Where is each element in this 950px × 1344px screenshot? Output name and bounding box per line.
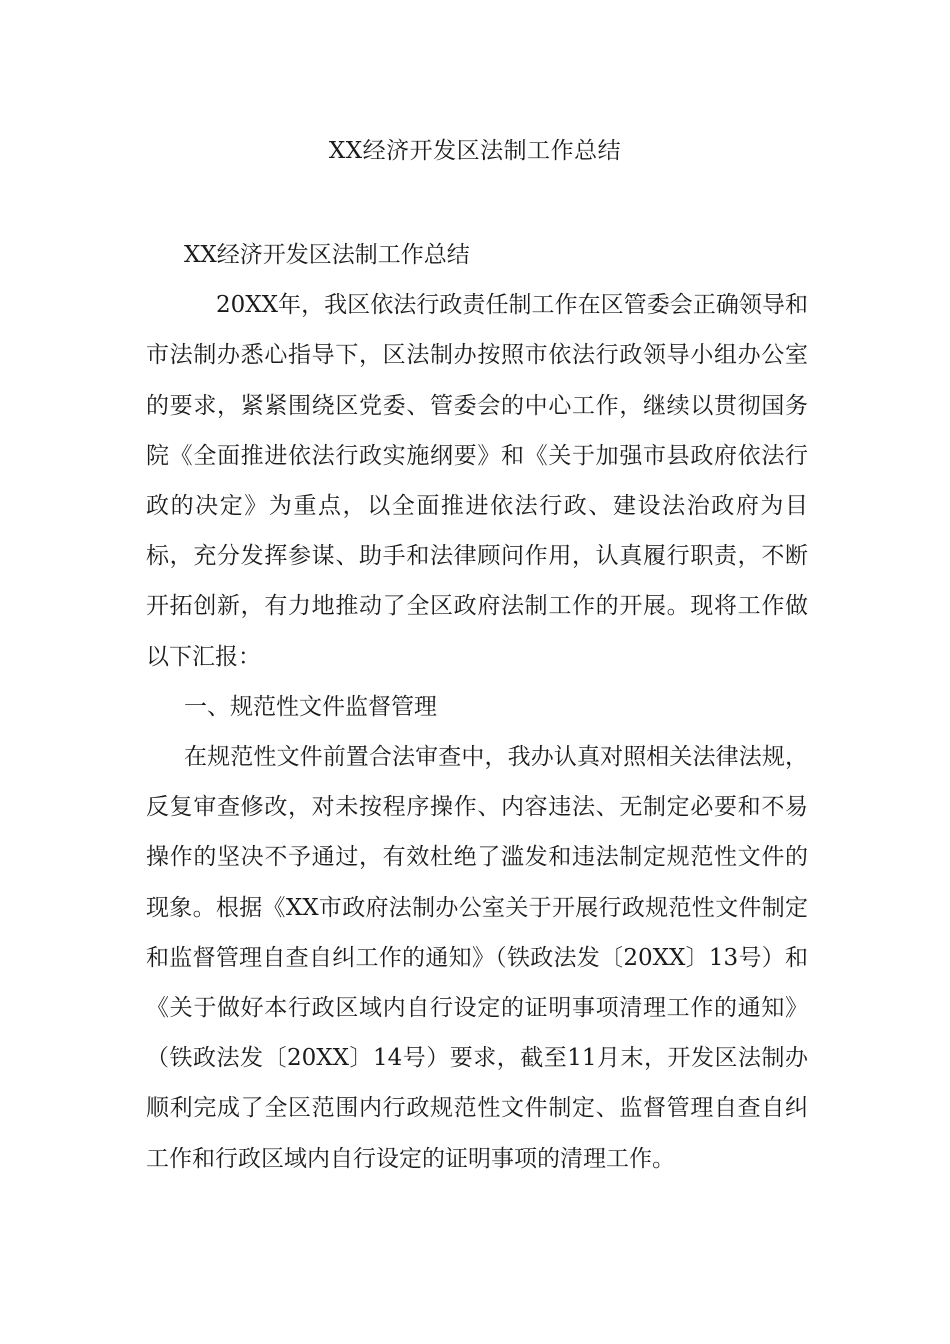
document-title: XX经济开发区法制工作总结 <box>328 138 622 164</box>
document-subtitle: XX经济开发区法制工作总结 <box>184 242 470 268</box>
section-paragraph: 在规范性文件前置合法审查中，我办认真对照相关法律法规，反复审查修改，对未按程序操作、内容违法、无制定必要和不易操作的坚决不予通过，有效杜绝了滥发和违法制定规范性文件的现象。根据《XX市政府法制办公室关于开展行政规范性文件制定和监督管理自查自纠工作的通知》（铁政法发〔20XX〕13号）和《关于做好本行政区域内自行设定的证明事项清理工作的通知》（铁政法发〔20XX〕14号）要求，截至11月末，开发区法制办顺利完成了全区范围内行政规范性文件制定、监督管理自查自纠工作和行政区域内自行设定的证明事项的清理工作。 <box>146 744 809 1172</box>
document-body <box>146 230 808 1184</box>
intro-paragraph: 20XX年，我区依法行政责任制工作在区管委会正确领导和市法制办悉心指导下，区法制办按照市依法行政领导小组办公室的要求，紧紧围绕区党委、管委会的中心工作，继续以贯彻国务院《全面推进依法行政实施纲要》和《关于加强市县政府依法行政的决定》为重点，以全面推进依法行政、建设法治政府为目标，充分发挥参谋、助手和法律顾问作用，认真履行职责，不断开拓创新，有力地推动了全区政府法制工作的开展。现将工作做以下汇报： <box>146 292 808 670</box>
section-heading: 一、规范性文件监督管理 <box>184 693 437 720</box>
